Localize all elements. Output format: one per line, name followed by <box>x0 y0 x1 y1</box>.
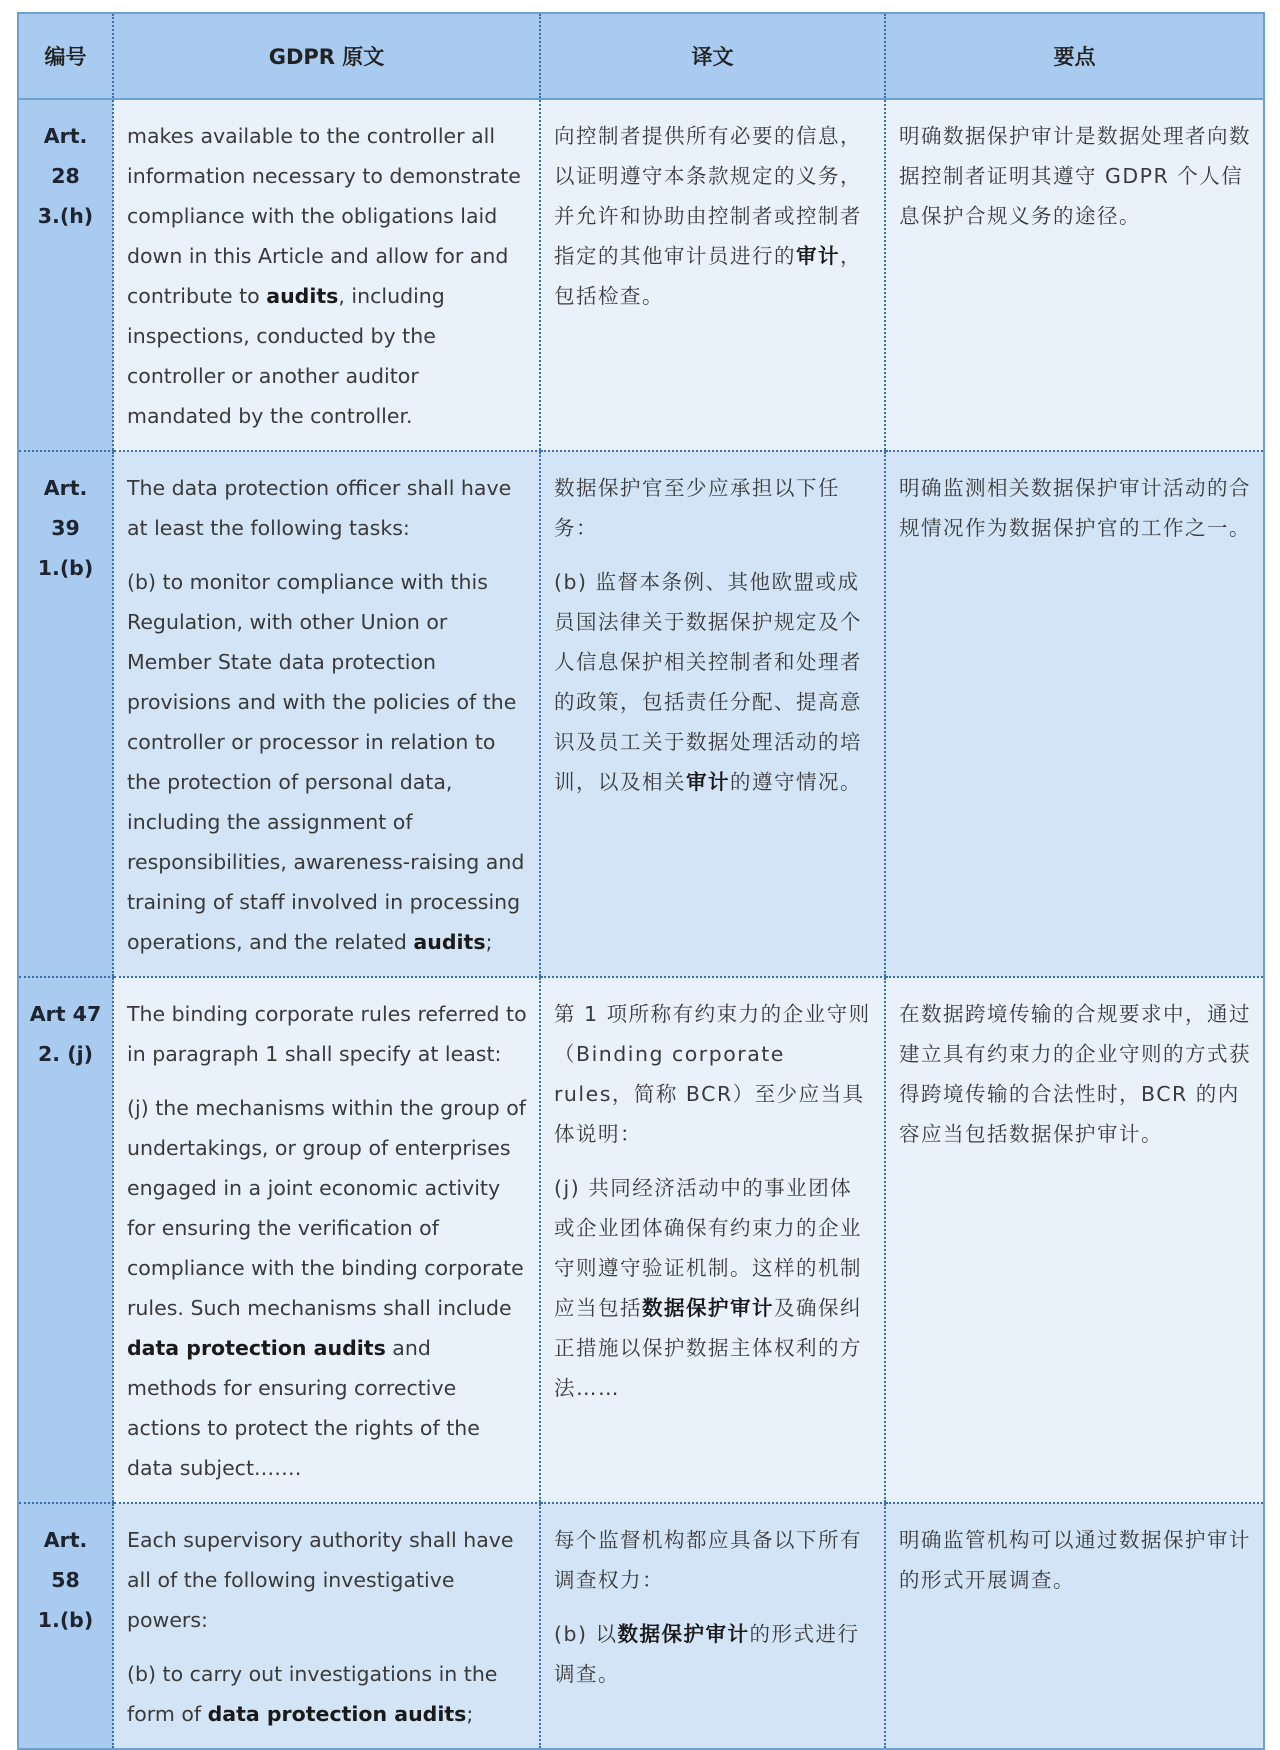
original-paragraph: makes available to the controller all information necessary to demonstrate compliance with the obligations laid down in this Article and allow for and contribute to audits, including inspections, conducted by the controller or another auditor mandated by the controller. <box>127 124 521 428</box>
original-paragraph: (j) the mechanisms within the group of undertakings, or group of enterprises engaged in a joint economic activity for ensuring the verification of compliance with the binding corporate rules. Such mechanisms shall include data protection audits and methods for ensuring corrective actions to protect the rights of the data subject.…… <box>127 1096 526 1480</box>
article-number-cell <box>18 99 113 451</box>
article-number-line: 28 <box>51 164 80 188</box>
article-number-line: Art. <box>43 124 88 148</box>
translation-paragraph: (b) 以数据保护审计的形式进行调查。 <box>554 1622 860 1686</box>
translation-cell <box>540 1503 885 1749</box>
article-number-line: 1.(b) <box>37 556 94 580</box>
translation-paragraph: (j) 共同经济活动中的事业团体或企业团体确保有约束力的企业守则遵守验证机制。这样的机制应当包括数据保护审计及确保纠正措施以保护数据主体权利的方法…… <box>554 1176 862 1400</box>
table-row <box>18 977 1264 1503</box>
article-number-cell <box>18 451 113 977</box>
translation-paragraph: 数据保护官至少应承担以下任务： <box>554 476 840 540</box>
table-row <box>18 451 1264 977</box>
article-number-cell <box>18 1503 113 1749</box>
header-gdpr-original: GDPR 原文 <box>113 13 540 99</box>
translation-paragraph: (b) 监督本条例、其他欧盟或成员国法律关于数据保护规定及个人信息保护相关控制者和处理者的政策，包括责任分配、提高意识及员工关于数据处理活动的培训，以及相关审计的遵守情况。 <box>554 570 862 794</box>
original-paragraph: (b) to monitor compliance with this Regulation, with other Union or Member State data protection provisions and with the policies of the controller or processor in relation to the protection of personal data, including the assignment of responsibilities, awareness-raising and training of staff involved in processing operations, and the related audits; <box>127 570 525 954</box>
translation-emphasis: 数据保护审计 <box>617 1622 750 1646</box>
original-emphasis: data protection audits <box>127 1336 386 1360</box>
gdpr-original-cell <box>113 977 540 1503</box>
original-paragraph: Each supervisory authority shall have all of the following investigative powers: <box>127 1528 514 1632</box>
gdpr-original-cell <box>113 451 540 977</box>
key-points-cell: 明确数据保护审计是数据处理者向数据控制者证明其遵守 GDPR 个人信息保护合规义务的途径。 <box>885 99 1264 451</box>
gdpr-original-cell <box>113 1503 540 1749</box>
key-points-cell: 在数据跨境传输的合规要求中，通过建立具有约束力的企业守则的方式获得跨境传输的合法性时，BCR 的内容应当包括数据保护审计。 <box>885 977 1264 1503</box>
translation-paragraph: 向控制者提供所有必要的信息，以证明遵守本条款规定的义务，并允许和协助由控制者或控制者指定的其他审计员进行的审计，包括检查。 <box>554 124 862 308</box>
header-translation: 译文 <box>540 13 885 99</box>
gdpr-audit-table <box>17 12 1265 1750</box>
translation-cell <box>540 99 885 451</box>
translation-cell <box>540 451 885 977</box>
translation-emphasis: 数据保护审计 <box>642 1296 774 1320</box>
original-emphasis: data protection audits <box>207 1702 467 1726</box>
table-header-row <box>18 13 1264 99</box>
article-number-line: 1.(b) <box>37 1608 94 1632</box>
article-number-cell <box>18 977 113 1503</box>
table-row <box>18 1503 1264 1749</box>
original-emphasis: audits <box>413 930 486 954</box>
article-number-line: Art. <box>43 1528 88 1552</box>
article-number-line: 39 <box>51 516 80 540</box>
key-points-cell: 明确监管机构可以通过数据保护审计的形式开展调查。 <box>885 1503 1264 1749</box>
translation-emphasis: 审计 <box>686 770 730 794</box>
original-paragraph: The data protection officer shall have at least the following tasks: <box>127 476 512 540</box>
article-number-line: 2. (j) <box>38 1042 93 1066</box>
article-number-line: Art. <box>43 476 88 500</box>
article-number-line: 58 <box>51 1568 80 1592</box>
original-emphasis: audits <box>266 284 339 308</box>
header-key-points: 要点 <box>885 13 1264 99</box>
table-row <box>18 99 1264 451</box>
original-paragraph: The binding corporate rules referred to in paragraph 1 shall specify at least: <box>127 1002 527 1066</box>
translation-emphasis: 审计 <box>796 244 840 268</box>
translation-cell <box>540 977 885 1503</box>
translation-paragraph: 每个监督机构都应具备以下所有调查权力： <box>554 1528 862 1592</box>
original-paragraph: (b) to carry out investigations in the form of data protection audits; <box>127 1662 498 1726</box>
gdpr-original-cell <box>113 99 540 451</box>
article-number-line: 3.(h) <box>37 204 94 228</box>
key-points-cell: 明确监测相关数据保护审计活动的合规情况作为数据保护官的工作之一。 <box>885 451 1264 977</box>
article-number-line: Art 47 <box>29 1002 102 1026</box>
translation-paragraph: 第 1 项所称有约束力的企业守则（Binding corporate rules，简称 BCR）至少应当具体说明： <box>554 1002 871 1146</box>
header-number: 编号 <box>18 13 113 99</box>
